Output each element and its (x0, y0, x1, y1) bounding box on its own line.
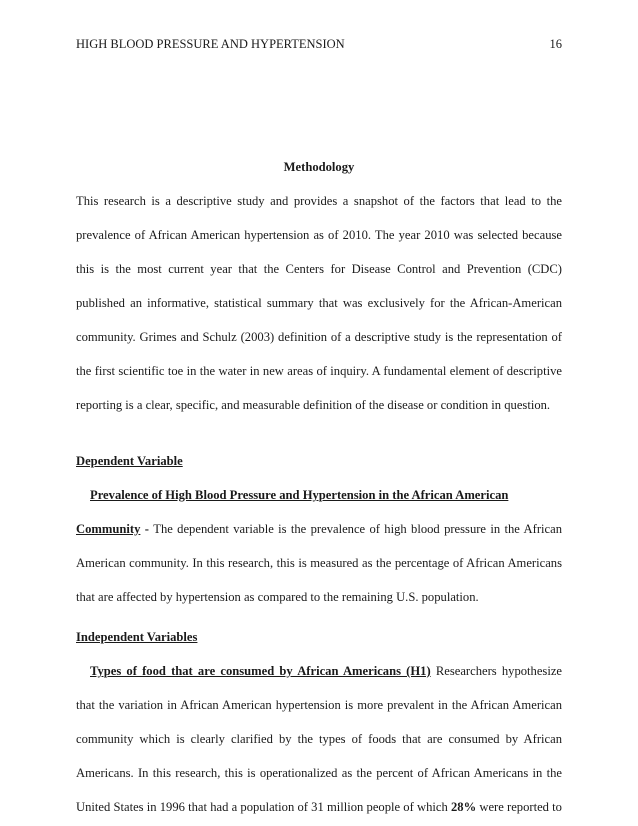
paragraph-line: This research is a descriptive study and provides a snapshot of the factors that lead to the (76, 194, 562, 208)
subheading-prevalence: Prevalence of High Blood Pressure and Hypertension in the African American (90, 488, 509, 502)
subheading-types-of-food: Types of food that are consumed by African Americans (H1) (90, 664, 431, 678)
section-heading-dependent-variable: Dependent Variable (76, 454, 183, 468)
paragraph-line: that the variation in African American hypertension is more prevalent in the African American (76, 698, 562, 712)
paragraph-line: community which is clearly clarified by the types of foods that are consumed by African (76, 732, 562, 746)
paragraph-line: reporting is a clear, specific, and measurable definition of the disease or condition in question. (76, 398, 551, 412)
paragraph-line (76, 512, 562, 546)
paragraph-line: community. Grimes and Schulz (2003) definition of a descriptive study is the representation of (76, 330, 562, 344)
bold-percentage: 28% (450, 800, 477, 814)
subheading-community: Community (76, 522, 141, 536)
paragraph-line: the first scientific toe in the water in new areas of inquiry. A fundamental element of descriptive (76, 364, 562, 378)
page-content (76, 150, 562, 824)
paragraph-text: were reported to (479, 800, 562, 814)
subheading-line (76, 478, 562, 512)
paragraph-line (76, 790, 562, 824)
paragraph-line: prevalence of African American hypertension as of 2010. The year 2010 was selected because (76, 228, 562, 242)
section-spacer (76, 422, 562, 444)
paragraph-line: that are affected by hypertension as compared to the remaining U.S. population. (76, 590, 479, 604)
paragraph-line: Americans. In this research, this is operationalized as the percent of African Americans in the (76, 766, 562, 780)
page-number: 16 (549, 37, 562, 51)
paragraph-text: Researchers hypothesize (435, 664, 563, 678)
paragraph-line (76, 654, 562, 688)
running-head: HIGH BLOOD PRESSURE AND HYPERTENSION (76, 37, 345, 51)
paragraph-text: United States in 1996 that had a population of 31 million people of which (76, 800, 448, 814)
section-heading-independent-variables: Independent Variables (76, 630, 198, 644)
paragraph-line: this is the most current year that the Centers for Disease Control and Prevention (CDC) (76, 262, 562, 276)
page-header (76, 37, 562, 52)
paragraph-line: American community. In this research, this is measured as the percentage of African Americans (76, 556, 562, 570)
dash: - (140, 522, 154, 536)
paragraph-line: published an informative, statistical summary that was exclusively for the African-American (76, 296, 562, 310)
section-heading-methodology: Methodology (283, 160, 355, 174)
paragraph-text: The dependent variable is the prevalence of high blood pressure in the African (153, 522, 562, 536)
